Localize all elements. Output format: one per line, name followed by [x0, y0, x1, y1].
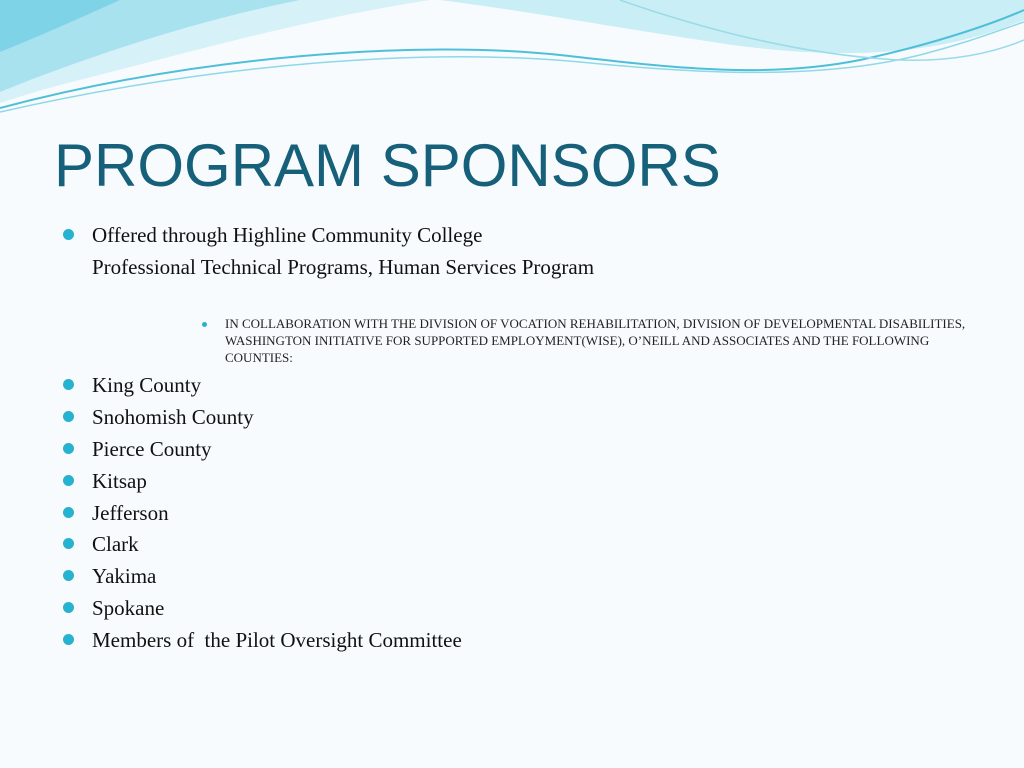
bullet-icon: [63, 379, 74, 390]
sponsor-item: Pierce County: [92, 437, 212, 461]
sub-bullet-icon: [202, 322, 207, 327]
sponsor-item: Members of the Pilot Oversight Committee: [92, 628, 462, 652]
bullet-icon: [63, 443, 74, 454]
bullet-icon: [63, 602, 74, 613]
bullet-icon: [63, 475, 74, 486]
bullet-icon: [63, 570, 74, 581]
collaboration-note: IN COLLABORATION WITH THE DIVISION OF VOCATION REHABILITATION, DIVISION OF DEVELOPMENTAL DISABILITIES, WASHINGTON INITIATIVE FOR SUPPORTED EMPLOYMENT(WISE), O’NEILL AND ASSOCIATES AND THE FOLLOWING COUNTIES:: [225, 316, 966, 365]
bullet-icon: [63, 411, 74, 422]
sponsor-item: Snohomish County: [92, 405, 254, 429]
bullet-icon: [63, 229, 74, 240]
sponsor-item: Jefferson: [92, 501, 169, 525]
intro-line-2: Professional Technical Programs, Human Services Program: [92, 255, 595, 279]
bullet-icon: [63, 634, 74, 645]
sponsor-item: King County: [92, 373, 202, 397]
sponsor-item: Yakima: [92, 564, 157, 588]
sponsor-item: Kitsap: [92, 469, 147, 493]
sponsor-item: Spokane: [92, 596, 165, 620]
bullet-icon: [63, 507, 74, 518]
intro-line-1: Offered through Highline Community College: [92, 223, 483, 247]
bullet-icon: [63, 538, 74, 549]
slide-title: PROGRAM SPONSORS: [54, 132, 721, 199]
sponsor-item: Clark: [92, 532, 139, 556]
